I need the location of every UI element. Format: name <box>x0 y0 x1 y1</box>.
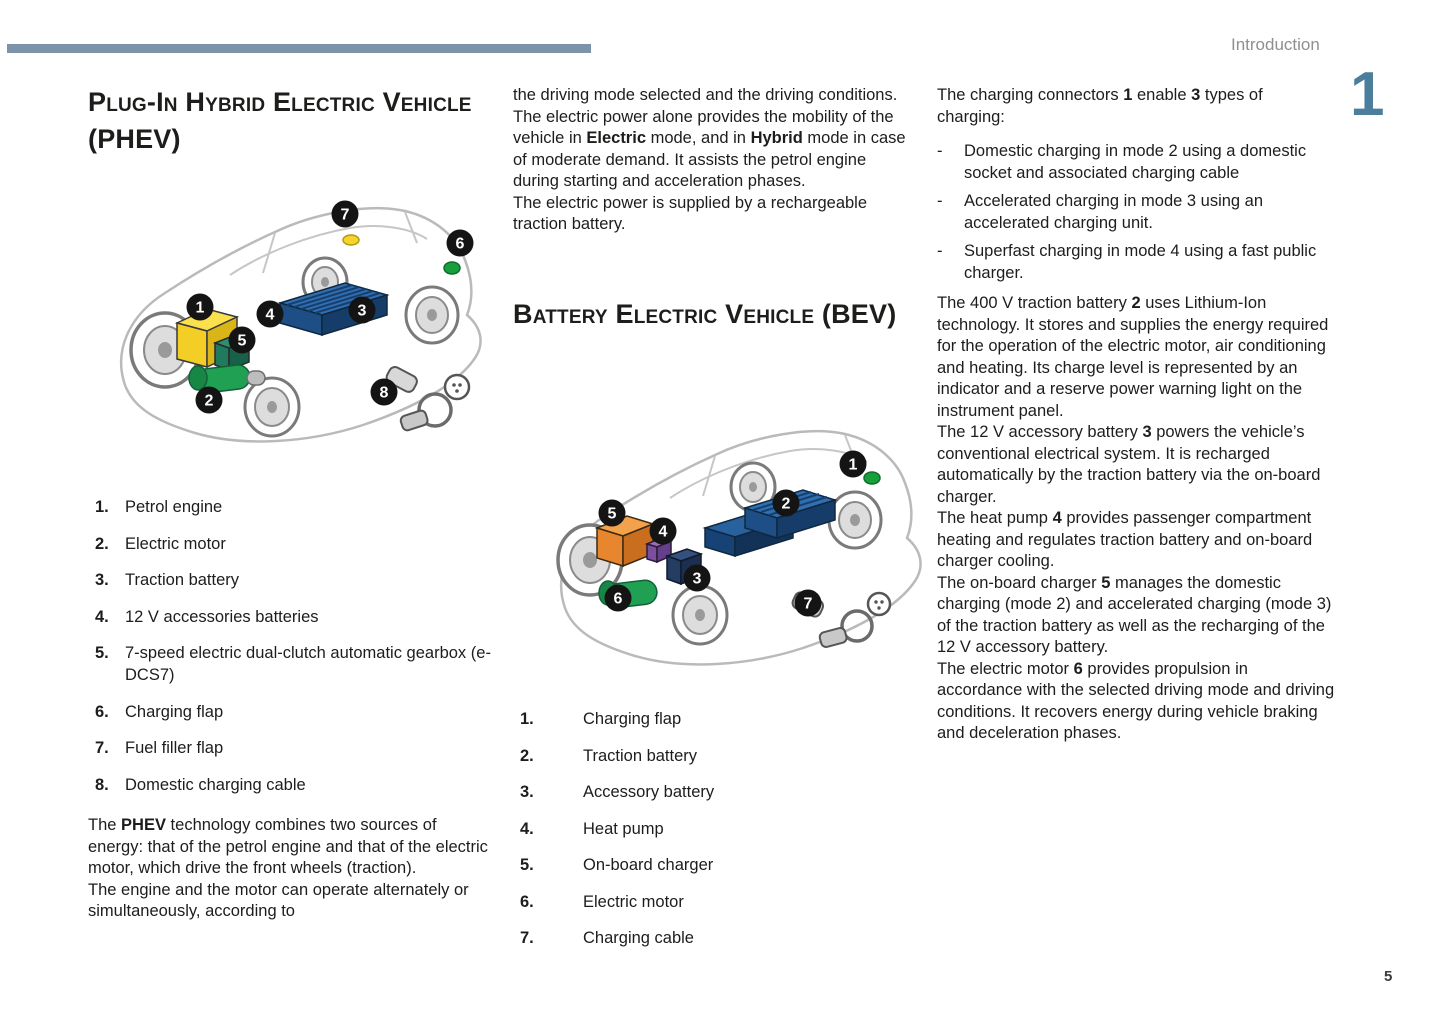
list-item-label: On-board charger <box>583 856 714 874</box>
svg-text:4: 4 <box>658 523 668 541</box>
phev-title: Plug-In Hybrid Electric Vehicle (PHEV) <box>88 87 472 154</box>
bullet-text: Domestic charging in mode 2 using a domestic socket and associated charging cable <box>964 142 1307 182</box>
list-item-label: Electric motor <box>125 534 226 553</box>
bullet-text: Accelerated charging in mode 3 using an accelerated charging unit. <box>964 192 1264 232</box>
paragraph: The 12 V accessory battery 3 powers the vehicle’s conventional electrical system. It is recharged automatically by the traction battery via the on-board charger. <box>937 423 1321 506</box>
callout-badge-7 <box>795 590 822 617</box>
svg-text:3: 3 <box>692 570 702 588</box>
callout-badge-6 <box>605 585 632 612</box>
list-item <box>95 642 493 686</box>
list-item-label: Accessory battery <box>583 783 715 801</box>
section-label: Introduction <box>1231 35 1320 54</box>
svg-text:6: 6 <box>455 235 465 253</box>
paragraph: The electric motor 6 provides propulsion in accordance with the selected driving mode and driving conditions. It recovers energy during vehicle braking and deceleration phases. <box>937 659 1335 742</box>
list-item <box>520 708 910 730</box>
list-item-number: 6. <box>95 702 109 721</box>
paragraph: the driving mode selected and the driving conditions. <box>513 86 898 104</box>
callout-badge-3 <box>684 565 711 592</box>
charging-bullet-list <box>937 141 1335 284</box>
list-item-label: Charging flap <box>125 702 224 721</box>
bullet-item <box>937 241 1335 284</box>
bullet-item <box>937 191 1335 234</box>
callout-badge-2 <box>773 490 800 517</box>
bullet-text: Superfast charging in mode 4 using a fast public charger. <box>964 242 1317 282</box>
bullet-item <box>937 141 1335 184</box>
phev-diagram <box>95 175 495 475</box>
bev-title: Battery Electric Vehicle (BEV) <box>513 299 897 329</box>
charging-flap <box>444 262 460 274</box>
svg-text:3: 3 <box>357 302 367 320</box>
callout-badge-5 <box>599 500 626 527</box>
list-item-number: 6. <box>520 892 534 911</box>
list-item-label: Traction battery <box>125 571 240 589</box>
list-item-label: Charging flap <box>583 710 682 728</box>
callout-badge-7 <box>332 201 359 228</box>
svg-text:1: 1 <box>848 456 858 474</box>
paragraph: The electric power is supplied by a rechargeable traction battery. <box>513 193 868 233</box>
list-item-number: 7. <box>95 739 109 757</box>
list-item-number: 3. <box>95 571 109 589</box>
wheel-front-right <box>673 586 727 644</box>
callout-badge-5 <box>229 327 256 354</box>
list-item-number: 1. <box>95 498 109 516</box>
list-item-label: 12 V accessories batteries <box>125 607 319 626</box>
page-number: 5 <box>1384 968 1393 985</box>
svg-text:7: 7 <box>340 206 350 224</box>
callout-badge-1 <box>840 451 867 478</box>
list-item-label: Petrol engine <box>125 498 223 516</box>
list-item-number: 2. <box>520 746 534 765</box>
callout-badge-2 <box>196 387 223 414</box>
fuel-filler-flap <box>343 235 359 245</box>
paragraph: The 400 V traction battery 2 uses Lithium-Ion technology. It stores and supplies the energy required for the operation of the electric motor, air conditioning and heating. Its charge level is represented by an indicator and a reserve power warning light on the instrument panel. <box>937 294 1329 420</box>
list-item <box>95 569 493 591</box>
list-item <box>95 606 493 628</box>
charging-intro: The charging connectors 1 enable 3 types of charging: <box>937 86 1263 126</box>
paragraph: The heat pump 4 provides passenger compartment heating and regulates traction battery and on-board charger cooling. <box>937 509 1313 570</box>
list-item <box>95 774 493 796</box>
list-item <box>520 927 910 949</box>
list-item <box>520 745 910 767</box>
list-item-label: 7-speed electric dual-clutch automatic gearbox (e-DCS7) <box>125 644 491 684</box>
list-item-number: 5. <box>520 856 534 874</box>
paragraph: The electric power alone provides the mobility of the vehicle in Electric mode, and in Hybrid mode in case of moderate demand. It assists the petrol engine during starting and acceleration phases. <box>513 107 906 190</box>
charging-flap <box>864 472 880 484</box>
svg-text:5: 5 <box>237 332 247 350</box>
callout-badge-4 <box>650 518 677 545</box>
continuation-text-block <box>513 85 906 236</box>
list-item <box>520 818 910 840</box>
charging-text-block <box>937 293 1335 745</box>
list-item <box>95 737 493 759</box>
bev-column <box>513 296 909 333</box>
svg-text:6: 6 <box>613 590 623 608</box>
list-item-number: 2. <box>95 534 109 553</box>
phev-text-block <box>88 815 488 923</box>
list-item-label: Heat pump <box>583 819 664 838</box>
list-item-number: 1. <box>520 710 534 728</box>
svg-text:4: 4 <box>265 306 275 324</box>
svg-text:7: 7 <box>803 595 813 613</box>
wheel-front-right <box>245 378 299 436</box>
list-item-label: Charging cable <box>583 929 694 947</box>
phev-parts-list <box>95 496 493 810</box>
bullet-dash: - <box>937 242 943 260</box>
callout-badge-3 <box>349 297 376 324</box>
list-item-number: 4. <box>95 607 109 626</box>
list-item-number: 8. <box>95 775 109 794</box>
callout-badge-8 <box>371 379 398 406</box>
charging-column <box>937 85 1335 745</box>
bullet-dash: - <box>937 142 943 160</box>
bullet-dash: - <box>937 192 943 210</box>
paragraph: The PHEV technology combines two sources of energy: that of the petrol engine and that of the electric motor, which drive the front wheels (traction). <box>88 816 488 877</box>
bev-diagram <box>535 398 935 698</box>
svg-text:1: 1 <box>195 299 205 317</box>
wheel-rear-right <box>829 492 881 548</box>
list-item-label: Electric motor <box>583 892 684 911</box>
paragraph: The on-board charger 5 manages the domestic charging (mode 2) and accelerated charging (mode 3) of the traction battery as well as the recharging of the 12 V accessory battery. <box>937 573 1332 656</box>
list-item <box>520 854 910 876</box>
bev-parts-list <box>520 708 910 964</box>
wheel-rear-right <box>406 287 458 343</box>
list-item <box>95 533 493 555</box>
callout-badge-1 <box>187 294 214 321</box>
list-item <box>95 701 493 723</box>
svg-text:2: 2 <box>781 495 791 513</box>
list-item <box>520 781 910 803</box>
chapter-number: 1 <box>1350 60 1385 129</box>
header-divider-bar <box>7 44 591 53</box>
list-item-number: 5. <box>95 644 109 662</box>
list-item-label: Fuel filler flap <box>125 739 224 757</box>
svg-text:8: 8 <box>379 384 389 402</box>
list-item-number: 3. <box>520 783 534 801</box>
list-item-number: 7. <box>520 929 534 947</box>
callout-badge-4 <box>257 301 284 328</box>
list-item <box>520 891 910 913</box>
phev-column <box>88 84 490 158</box>
list-item-label: Traction battery <box>583 746 698 765</box>
svg-text:5: 5 <box>607 505 617 523</box>
callout-badge-6 <box>447 230 474 257</box>
svg-text:2: 2 <box>204 392 214 410</box>
list-item-label: Domestic charging cable <box>125 775 306 794</box>
paragraph: The engine and the motor can operate alternately or simultaneously, according to <box>88 880 469 920</box>
list-item-number: 4. <box>520 819 534 838</box>
list-item <box>95 496 493 518</box>
